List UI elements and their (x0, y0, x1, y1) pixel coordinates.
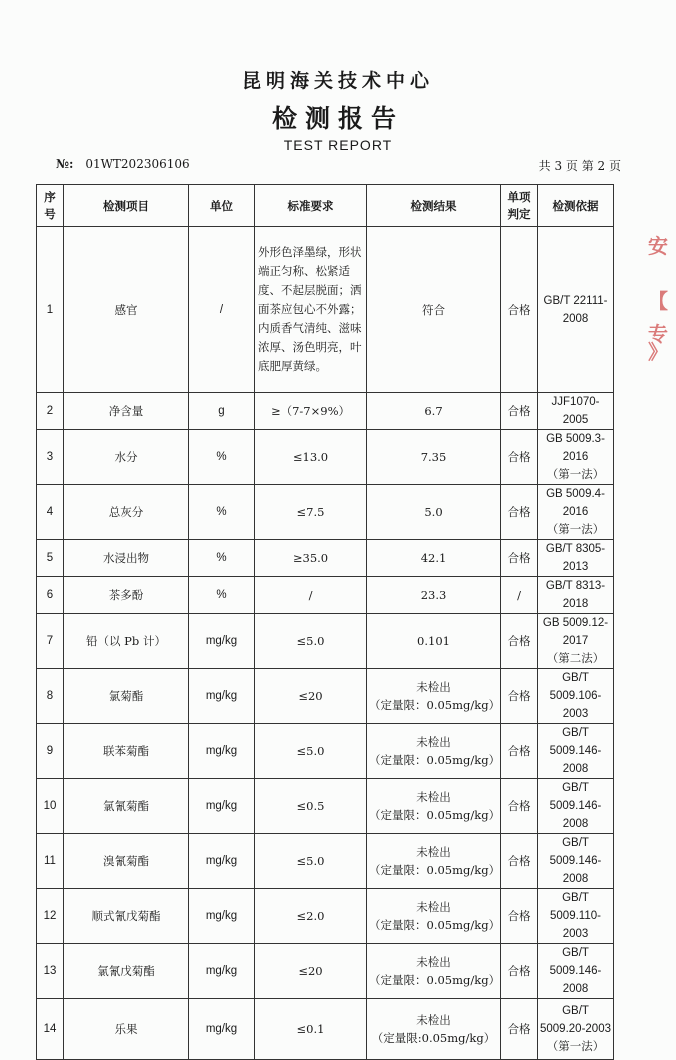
col-header-unit: 单位 (189, 185, 255, 227)
table-row (37, 540, 614, 577)
report-number (56, 157, 190, 171)
cell-no: 10 (37, 779, 64, 834)
cell-no: 2 (37, 393, 64, 430)
table-row (37, 999, 614, 1060)
cell-no: 4 (37, 485, 64, 540)
cell-no: 12 (37, 889, 64, 944)
cell-verdict: 合格 (501, 540, 538, 577)
seal-glyph: 【 (648, 289, 668, 313)
page-info: 共 3 页 第 2 页 (538, 159, 621, 173)
cell-basis: GB/T 5009.146-2008 (538, 834, 614, 889)
table-row (37, 430, 614, 485)
cell-verdict: 合格 (501, 999, 538, 1060)
cell-verdict: 合格 (501, 393, 538, 430)
cell-unit: % (189, 540, 255, 577)
cell-item: 顺式氰戊菊酯 (64, 889, 189, 944)
report-subtitle: TEST REPORT (283, 137, 393, 153)
cell-no: 7 (37, 614, 64, 669)
col-header-verdict: 单项判定 (501, 185, 538, 227)
cell-item: 铅（以 Pb 计） (64, 614, 189, 669)
cell-requirement: ≤20 (255, 669, 367, 724)
cell-verdict: 合格 (501, 889, 538, 944)
cell-requirement: ≥35.0 (255, 540, 367, 577)
cell-verdict: 合格 (501, 669, 538, 724)
cell-unit: % (189, 485, 255, 540)
table-body (37, 227, 614, 1060)
cell-unit: % (189, 577, 255, 614)
cell-requirement: ≤5.0 (255, 724, 367, 779)
cell-requirement: ≤5.0 (255, 834, 367, 889)
cell-unit: / (189, 227, 255, 393)
report-title: 检测报告 (271, 104, 404, 133)
table-row (37, 834, 614, 889)
cell-requirement: ≤0.1 (255, 999, 367, 1060)
cell-verdict: 合格 (501, 430, 538, 485)
cell-no: 3 (37, 430, 64, 485)
cell-item: 水浸出物 (64, 540, 189, 577)
cell-item: 水分 (64, 430, 189, 485)
cell-unit: mg/kg (189, 834, 255, 889)
table-row (37, 889, 614, 944)
cell-item: 净含量 (64, 393, 189, 430)
cell-verdict: 合格 (501, 485, 538, 540)
cell-unit: g (189, 393, 255, 430)
cell-item: 氯菊酯 (64, 669, 189, 724)
cell-item: 乐果 (64, 999, 189, 1060)
cell-item: 溴氰菊酯 (64, 834, 189, 889)
cell-no: 14 (37, 999, 64, 1060)
cell-no: 1 (37, 227, 64, 393)
cell-no: 9 (37, 724, 64, 779)
cell-item: 氯氰菊酯 (64, 779, 189, 834)
seal-glyph: 安 (648, 234, 668, 258)
table-row (37, 779, 614, 834)
report-number-value: 01WT202306106 (85, 157, 190, 171)
cell-basis: GB 5009.3-2016 （第一法） (538, 430, 614, 485)
table-row (37, 614, 614, 669)
table-row (37, 669, 614, 724)
cell-item: 感官 (64, 227, 189, 393)
cell-verdict: / (501, 577, 538, 614)
cell-result: 未检出 （定量限：0.05mg/kg） (367, 834, 501, 889)
cell-unit: mg/kg (189, 614, 255, 669)
cell-basis: GB 5009.4-2016 （第一法） (538, 485, 614, 540)
cell-item: 联苯菊酯 (64, 724, 189, 779)
col-header-no: 序号 (37, 185, 64, 227)
cell-basis: GB/T 22111-2008 (538, 227, 614, 393)
cell-unit: mg/kg (189, 724, 255, 779)
cell-basis: GB/T 5009.146-2008 (538, 779, 614, 834)
cell-requirement: ≤7.5 (255, 485, 367, 540)
cell-item: 总灰分 (64, 485, 189, 540)
report-number-label: №: (56, 157, 74, 171)
seal-glyph: 》 (648, 340, 668, 364)
table-row (37, 227, 614, 393)
cell-verdict: 合格 (501, 227, 538, 393)
table-header-row (37, 185, 614, 227)
cell-result: 未检出 （定量限：0.05mg/kg） (367, 779, 501, 834)
cell-verdict: 合格 (501, 834, 538, 889)
cell-result: 符合 (367, 227, 501, 393)
cell-unit: mg/kg (189, 999, 255, 1060)
cell-no: 5 (37, 540, 64, 577)
cell-no: 11 (37, 834, 64, 889)
cell-result: 5.0 (367, 485, 501, 540)
cell-unit: mg/kg (189, 779, 255, 834)
table-row (37, 485, 614, 540)
cell-basis: GB 5009.12-2017 （第二法） (538, 614, 614, 669)
cell-result: 42.1 (367, 540, 501, 577)
cell-basis: GB/T 8305-2013 (538, 540, 614, 577)
cell-result: 7.35 (367, 430, 501, 485)
cell-no: 13 (37, 944, 64, 999)
col-header-result: 检测结果 (367, 185, 501, 227)
table-row (37, 577, 614, 614)
cell-basis: JJF1070-2005 (538, 393, 614, 430)
col-header-item: 检测项目 (64, 185, 189, 227)
cell-requirement: ≤13.0 (255, 430, 367, 485)
table-row (37, 393, 614, 430)
cell-requirement: ≤20 (255, 944, 367, 999)
cell-verdict: 合格 (501, 779, 538, 834)
cell-item: 茶多酚 (64, 577, 189, 614)
cell-requirement: ≤5.0 (255, 614, 367, 669)
cell-item: 氯氰戊菊酯 (64, 944, 189, 999)
cell-verdict: 合格 (501, 614, 538, 669)
cell-result: 未检出 （定量限：0.05mg/kg） (367, 944, 501, 999)
cell-requirement: / (255, 577, 367, 614)
cell-basis: GB/T 8313-2018 (538, 577, 614, 614)
cell-unit: % (189, 430, 255, 485)
cell-unit: mg/kg (189, 889, 255, 944)
results-table (36, 184, 614, 1060)
cell-unit: mg/kg (189, 944, 255, 999)
seal-glyph: 专 (648, 322, 668, 346)
col-header-requirement: 标准要求 (255, 185, 367, 227)
cell-requirement: ≥（7-7×9%） (255, 393, 367, 430)
cell-basis: GB/T 5009.146-2008 (538, 944, 614, 999)
cell-basis: GB/T 5009.106-2003 (538, 669, 614, 724)
cell-result: 6.7 (367, 393, 501, 430)
cell-basis: GB/T 5009.110-2003 (538, 889, 614, 944)
cell-unit: mg/kg (189, 669, 255, 724)
cell-basis: GB/T 5009.20-2003（第一法） (538, 999, 614, 1060)
cell-result: 未检出 （定量限：0.05mg/kg） (367, 889, 501, 944)
cell-requirement: ≤0.5 (255, 779, 367, 834)
cell-verdict: 合格 (501, 724, 538, 779)
cell-no: 6 (37, 577, 64, 614)
cell-no: 8 (37, 669, 64, 724)
cell-result: 0.101 (367, 614, 501, 669)
table-row (37, 724, 614, 779)
table-row (37, 944, 614, 999)
cell-result: 23.3 (367, 577, 501, 614)
cell-result: 未检出 （定量限：0.05mg/kg） (367, 724, 501, 779)
cell-verdict: 合格 (501, 944, 538, 999)
col-header-basis: 检测依据 (538, 185, 614, 227)
cell-result: 未检出 （定量限：0.05mg/kg） (367, 669, 501, 724)
cell-requirement: ≤2.0 (255, 889, 367, 944)
cell-requirement: 外形色泽墨绿，形状端正匀称、松紧适度、不起层脱面；洒面茶应包心不外露；内质香气清纯、滋味浓厚、汤色明亮，叶底肥厚黄绿。 (255, 227, 367, 393)
org-name: 昆明海关技术中心 (241, 70, 434, 92)
cell-basis: GB/T 5009.146-2008 (538, 724, 614, 779)
cell-result: 未检出 （定量限:0.05mg/kg） (367, 999, 501, 1060)
